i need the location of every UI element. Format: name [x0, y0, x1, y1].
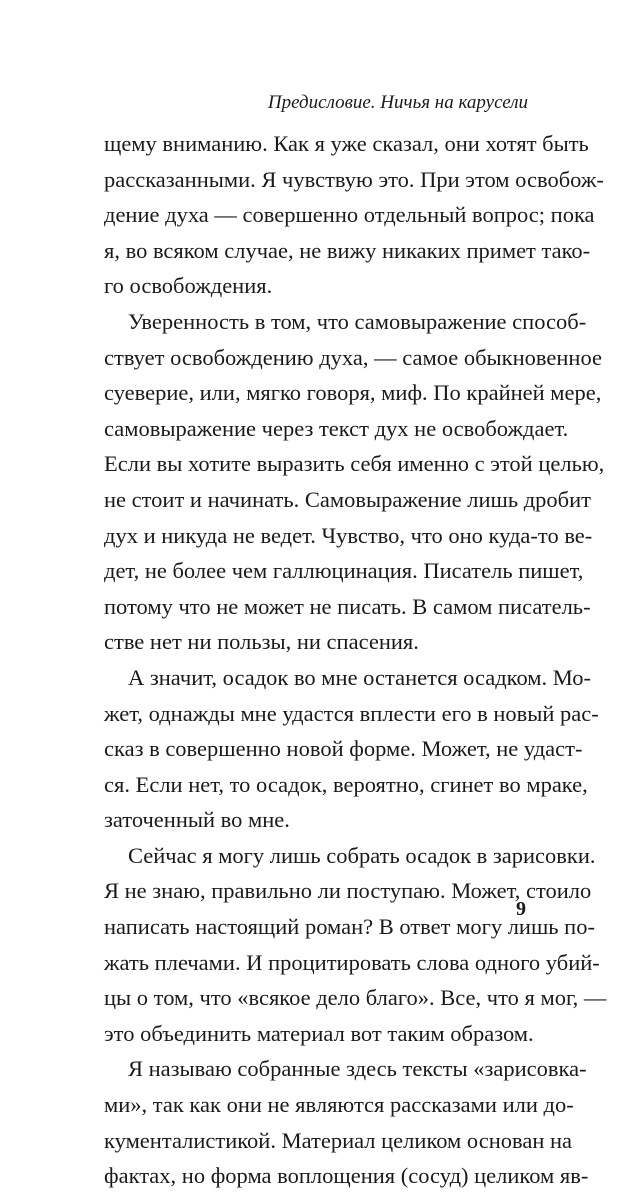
text-line: не стоит и начинать. Самовыражение лишь дробит: [104, 486, 592, 512]
text-line: ся. Если нет, то осадок, вероятно, сгинет во мраке,: [104, 771, 588, 797]
text-line: Сейчас я могу лишь собрать осадок в зарисовки.: [128, 842, 596, 868]
text-line: написать настоящий роман? В ответ могу лишь по-: [104, 914, 595, 940]
text-line: Уверенность в том, что самовыражение способ-: [128, 308, 587, 334]
text-line: А значит, осадок во мне останется осадком. Мо-: [128, 664, 591, 690]
text-line: щему вниманию. Как я уже сказал, они хотят быть: [104, 131, 589, 156]
text-line: я, во всяком случае, не вижу никаких примет тако-: [104, 237, 591, 263]
text-line: Если вы хотите выразить себя именно с этой целью,: [104, 451, 605, 477]
text-line: ми», так как они не являются рассказами или до-: [104, 1092, 574, 1118]
body-text: [104, 126, 607, 1194]
text-line: дение духа — совершенно отдельный вопрос; пока: [104, 202, 595, 228]
text-line: ствует освобождению духа, — самое обыкновенное: [104, 344, 602, 370]
text-line: потому что не может не писать. В самом писатель-: [104, 593, 591, 619]
text-line: сказ в совершенно новой форме. Может, не удаст-: [104, 736, 583, 762]
text-line: самовыражение через текст дух не освобождает.: [104, 415, 569, 441]
text-line: дух и никуда не ведет. Чувство, что оно куда-то ве-: [104, 522, 593, 548]
text-line: цы о том, что «всякое дело благо». Все, что я мог, —: [104, 985, 607, 1011]
text-line: жать плечами. И процитировать слова одного убий-: [104, 949, 600, 975]
text-line: жет, однажды мне удастся вплести его в новый рас-: [104, 700, 599, 726]
running-header: Предисловие. Ничья на карусели: [267, 92, 528, 113]
text-line: го освобождения.: [104, 273, 273, 299]
text-line: заточенный во мне.: [104, 807, 290, 833]
text-line: дет, не более чем галлюцинация. Писатель пишет,: [104, 558, 584, 584]
text-line: суеверие, или, мягко говоря, миф. По крайней мере,: [104, 380, 602, 406]
text-line: стве нет ни пользы, ни спасения.: [104, 629, 419, 655]
text-line: Я не знаю, правильно ли поступаю. Может, стоило: [104, 878, 592, 904]
text-line: кументалистикой. Материал целиком основан на: [104, 1127, 573, 1153]
text-line: фактах, но форма воплощения (сосуд) целиком яв-: [104, 1163, 589, 1189]
page-number: 9: [516, 898, 526, 920]
text-line: это объединить материал вот таким образом.: [104, 1020, 534, 1046]
text-line: рассказанными. Я чувствую это. При этом освобож-: [104, 166, 604, 192]
text-line: Я называю собранные здесь тексты «зарисовка-: [128, 1056, 587, 1082]
